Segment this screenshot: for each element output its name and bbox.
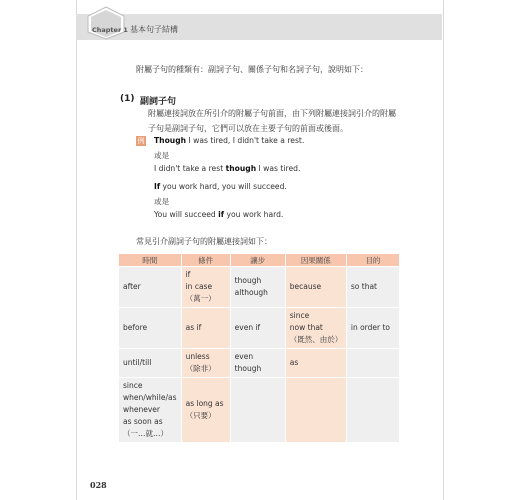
cell-line: since	[289, 311, 310, 320]
table-cell	[347, 267, 399, 307]
page-number: 028	[90, 480, 107, 490]
section-number: (1)	[120, 94, 135, 104]
cell-line: after	[123, 282, 141, 291]
keyword: If	[154, 182, 161, 191]
table-cell	[182, 308, 230, 348]
cell-line: when/while/as	[123, 393, 177, 402]
table-cell	[231, 349, 285, 377]
section-paragraph	[120, 106, 420, 136]
table-cell	[182, 378, 230, 442]
cell-line: because	[289, 282, 322, 291]
common-conjunctions-intro: 常見引介副詞子句的附屬連接詞如下：	[136, 237, 272, 246]
header-condition: 條件	[182, 254, 230, 266]
cell-line: since	[123, 381, 143, 390]
header-concession: 讓步	[231, 254, 285, 266]
cell-line: as if	[185, 323, 202, 332]
sentence-text: I was tired.	[256, 164, 301, 173]
cell-line: even though	[234, 352, 262, 373]
example-sentence	[154, 182, 287, 191]
sentence-text: you work hard, you will succeed.	[160, 182, 287, 191]
cell-line: as	[289, 358, 299, 367]
chapter-label: Chapter 1	[92, 26, 128, 34]
example-sentence	[154, 136, 304, 145]
cell-line: if	[185, 270, 191, 279]
conjunction-table	[118, 253, 400, 443]
example-sentence	[154, 164, 300, 173]
chapter-hexagon-icon	[86, 6, 126, 40]
table-cell	[347, 349, 399, 377]
table-cell	[119, 349, 181, 377]
table-cell	[286, 349, 346, 377]
table-cell	[231, 378, 285, 442]
sentence-text: I didn't take a rest	[154, 164, 226, 173]
cell-line: until/till	[123, 358, 152, 367]
cell-line: （只要）	[185, 411, 216, 420]
cell-line: in case	[185, 282, 213, 291]
cell-line: as long as	[185, 399, 224, 408]
cell-line: although	[234, 288, 268, 297]
sentence-text: I was tired, I didn't take a rest.	[186, 136, 305, 145]
header-purpose: 目的	[347, 254, 399, 266]
cell-line: though	[234, 276, 262, 285]
intro-text: 附屬子句的種類有：副詞子句、關係子句和名詞子句，說明如下：	[136, 65, 368, 74]
cell-line: so that	[350, 282, 377, 291]
cell-line: unless	[185, 352, 210, 361]
table-row	[119, 267, 399, 307]
cell-line: （一…就…）	[123, 429, 168, 438]
sentence-text: You will succeed	[154, 210, 219, 219]
table-cell	[119, 267, 181, 307]
table-cell	[286, 378, 346, 442]
cell-line: in order to	[350, 323, 391, 332]
table-cell	[119, 378, 181, 442]
example-badge: 例	[137, 137, 145, 145]
table-row	[119, 308, 399, 348]
header-time: 時間	[119, 254, 181, 266]
cell-line: （除非）	[185, 364, 216, 373]
table-cell	[231, 308, 285, 348]
table-cell	[182, 267, 230, 307]
cell-line: as soon as	[123, 417, 163, 426]
example-sentence	[154, 210, 283, 219]
table-cell	[182, 349, 230, 377]
table-cell	[286, 308, 346, 348]
table-cell	[286, 267, 346, 307]
table-cell	[347, 308, 399, 348]
paragraph-line: 附屬連接詞放在所引介的附屬子句前面，由下列附屬連接詞引介的附屬	[148, 109, 396, 118]
keyword: if	[218, 210, 225, 219]
cell-line: whenever	[123, 405, 161, 414]
paragraph-line: 子句是副詞子句，它們可以放在主要子句的前面或後面。	[148, 124, 348, 133]
cell-line: （既然、由於）	[289, 335, 343, 344]
cell-line: （萬一）	[185, 294, 216, 303]
table-header-row	[119, 254, 399, 266]
table-cell	[119, 308, 181, 348]
table-row	[119, 349, 399, 377]
cell-line: even if	[234, 323, 261, 332]
keyword: Though	[154, 136, 187, 145]
header-cause: 因果關係	[286, 254, 346, 266]
sentence-text: you work hard.	[224, 210, 284, 219]
table-cell	[347, 378, 399, 442]
cell-line: now that	[289, 323, 323, 332]
table-row	[119, 378, 399, 442]
chapter-title: 基本句子結構	[130, 25, 178, 34]
cell-line: before	[123, 323, 148, 332]
section-title: 副詞子句	[140, 97, 177, 107]
table-cell	[231, 267, 285, 307]
keyword: though	[225, 164, 257, 173]
or-text: 或是	[154, 151, 170, 160]
or-text: 或是	[154, 197, 170, 206]
